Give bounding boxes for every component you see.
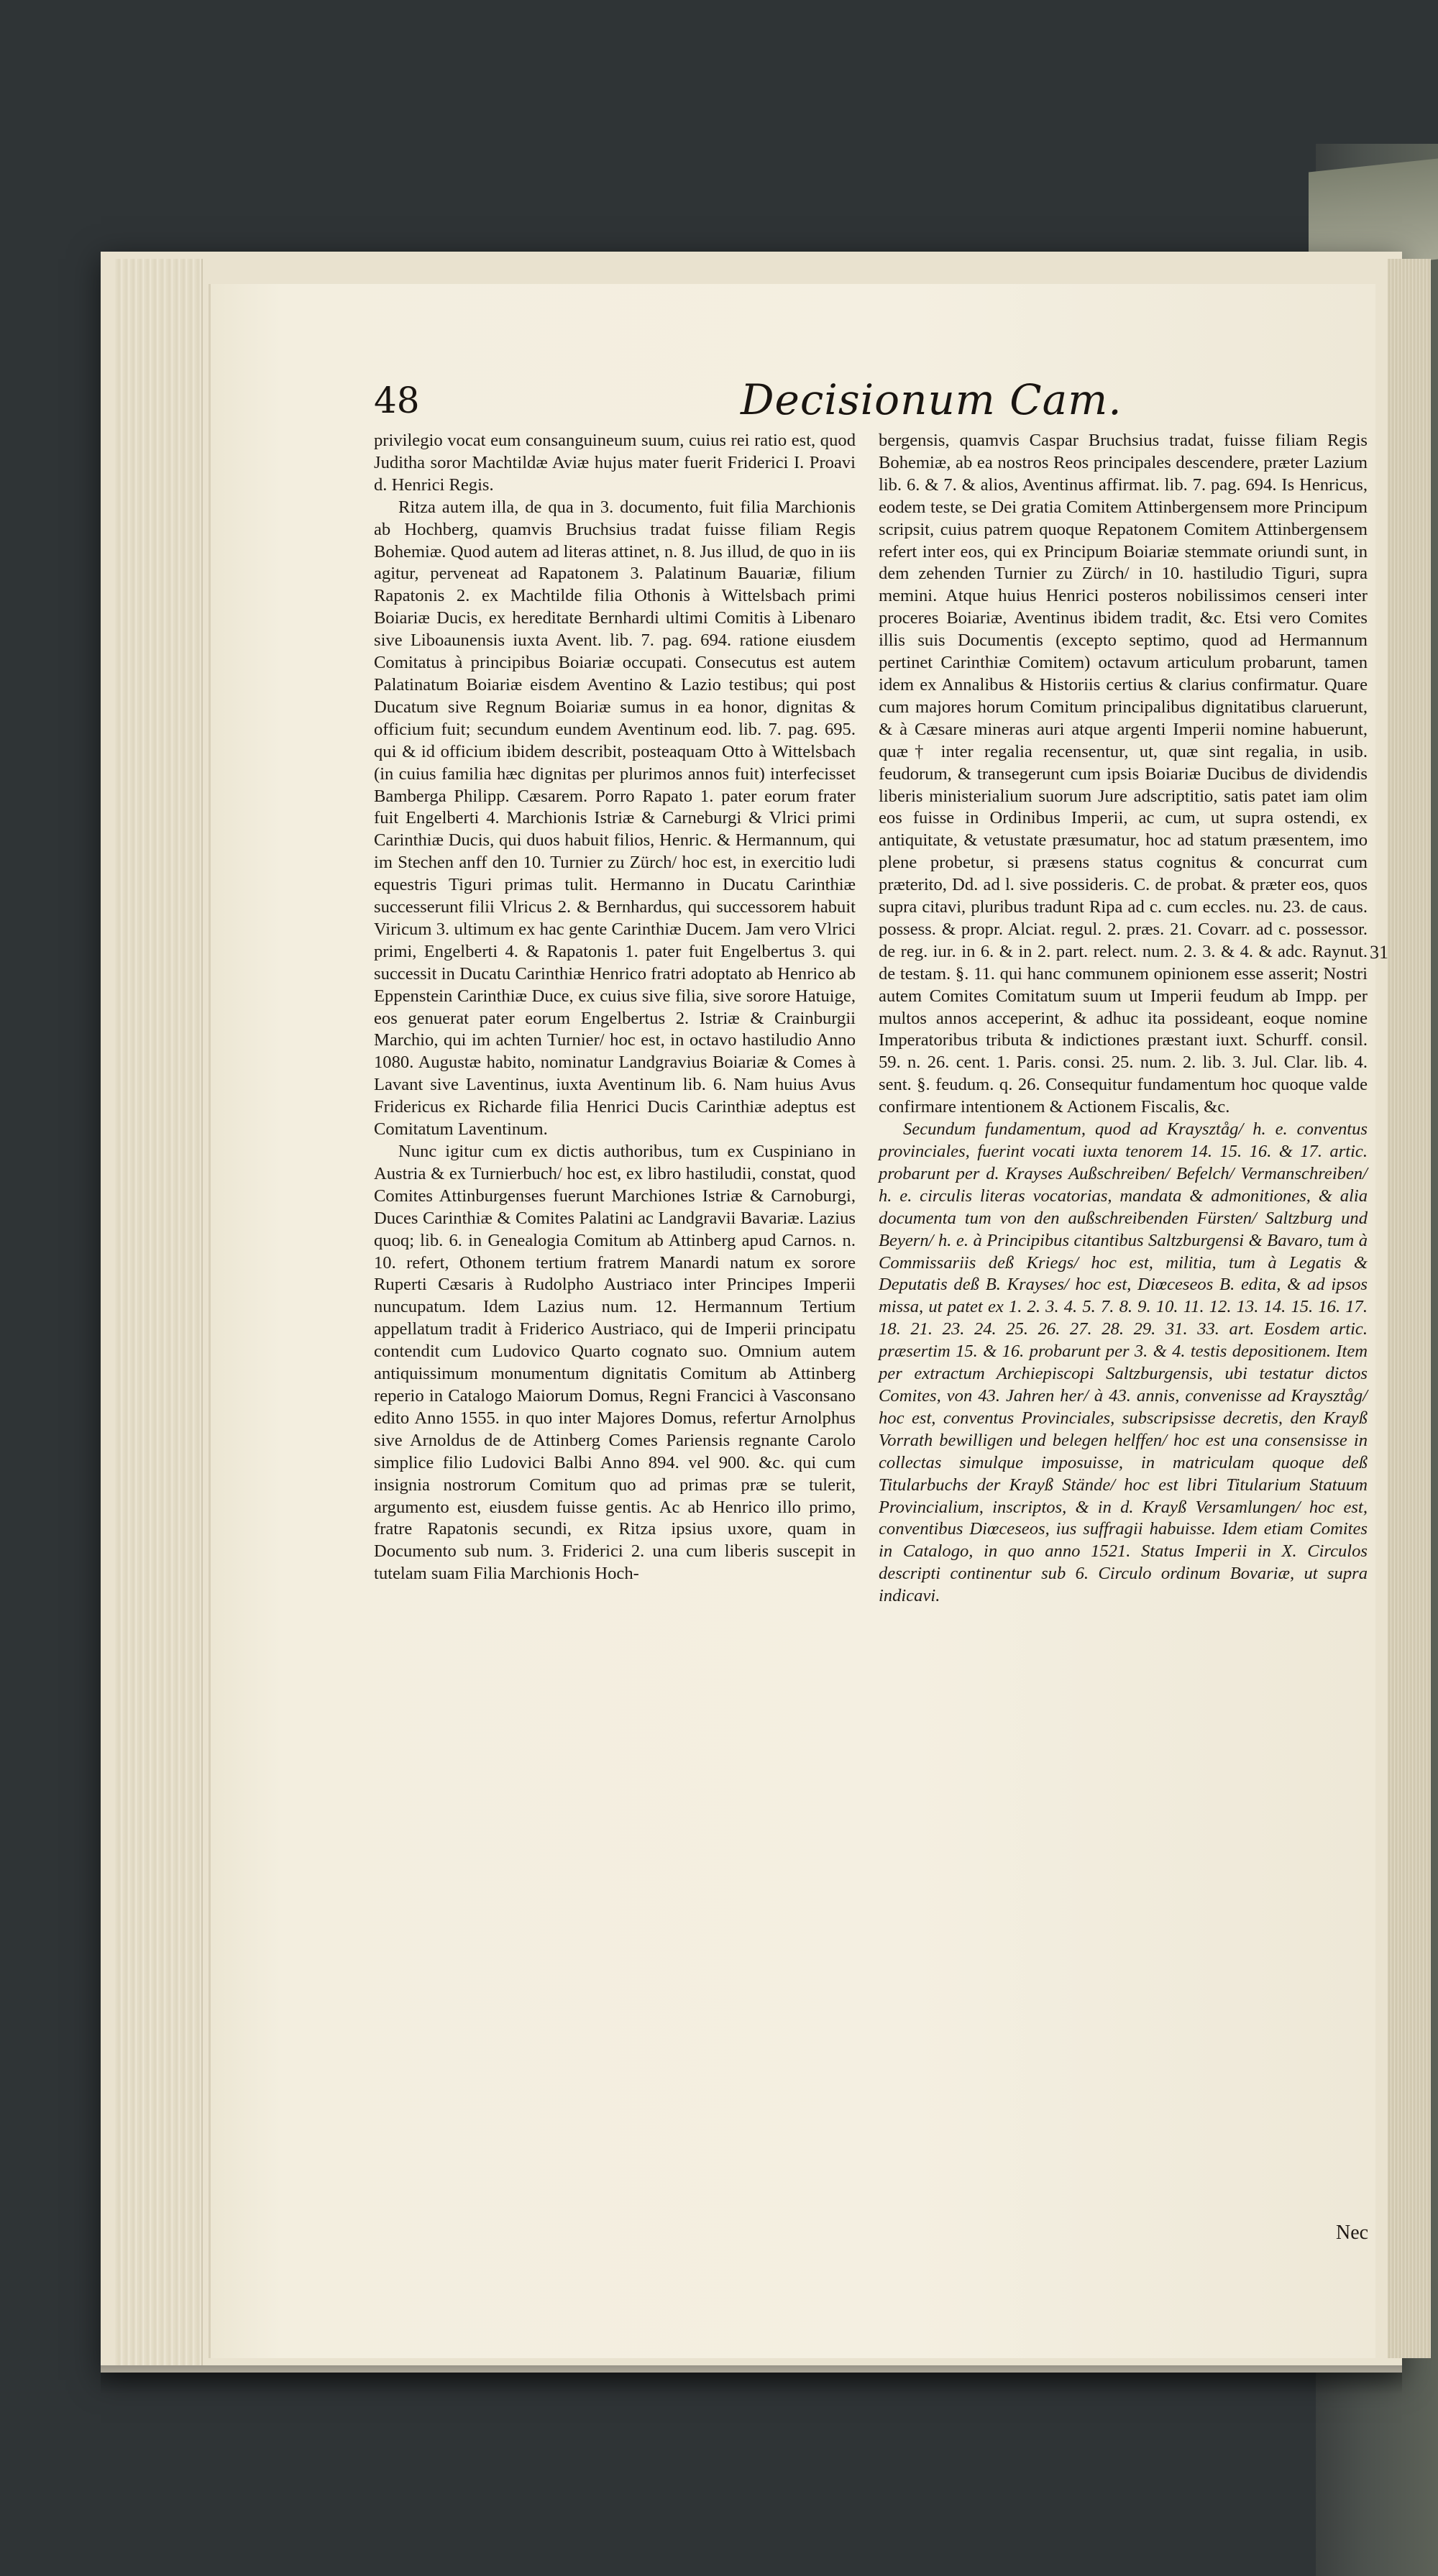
right-column (879, 430, 1368, 1608)
page-fore-edge (1388, 259, 1431, 2358)
paragraph: Ritza autem illa, de qua in 3. documento, fuit filia Marchionis ab Hochberg, quamvis Bruchsius tradat fuisse filiam Regis Bohemiæ. Quod autem ad literas attinet, n. 8. Jus illud, de quo in iis agitur, perveneat ad Rapatonem 3. Palatinum Bauariæ, filium Rapatonis 2. ex Machtilde filia Othonis à Wittelsbach primi Boiariæ Ducis, ex hereditate Bernhardi ultimi Comitis à Libenaro sive Liboaunensis iuxta Avent. lib. 7. pag. 694. ratione eiusdem Comitatus à principibus Boiariæ occupati. Consecutus est autem Palatinatum Boiariæ eisdem Aventino & Lazio testibus; qui post Ducatum sive Regnum Boiariæ sumus in ea honor, dignitas & officium fuit; secundum eundem Aventinum eod. lib. 7. pag. 695. qui & id officium ibidem describit, posteaquam Otto à Wittelsbach (in cuius familia hæc dignitas per plurimos annos fuit) interfecisset Bamberga Philipp. Cæsarem. Porro Rapato 1. pater eorum frater fuit Engelberti 4. Marchionis Istriæ & Carneburgi & Vlrici primi Carinthiæ Ducis, qui duos habuit filios, Henric. & Hermannum, qui im Stechen anff den 10. Turnier zu Zürch/ hoc est, in exercitio ludi equestris Tiguri primas tulit. Hermanno in Ducatu Carinthiæ successerunt filii Vlricus 2. & Bernhardus, qui successorem habuit Viricum 3. ultimum ex hac gente Carinthiæ Ducem. Jam vero Vlrici primi, Engelberti 4. & Rapatonis 1. pater fuit Engelbertus 3. qui successit in Ducatu Carinthiæ Henrico fratri adoptato ab Henrico ab Eppenstein Carinthiæ Duce, ex cuius sive filia, sive sorore Hatuige, eos genuerat pater eorum Engelbertus 2. Istriæ & Crainburgii Marchio, qui im achten Turnier/ hoc est, in octavo hastiludio Anno 1080. Augustæ habito, nominatur Landgravius Boiariæ & Comes à Lavant sive Laventinus, iuxta Aventinum lib. 6. Nam huius Avus Fridericus ex Richarde filia Henrici Ducis Carinthiæ adeptus est Comitatum Laventinum. (374, 497, 856, 1140)
page-header (374, 375, 1165, 430)
page-stack-edge (115, 259, 203, 2365)
left-column (374, 430, 856, 1585)
paragraph: Secundum fundamentum, quod ad Kraysztåg/ h. e. conventus provinciales, fuerint vocati iuxta tenorem 14. 15. 16. & 17. artic. probarunt per d. Krayses Außschreiben/ Befelch/ Vermanschreiben/ h. e. circulis literas vocatorias, mandata & admonitiones, & alia documenta tum von den außschreibenden Fürsten/ Saltzburg und Beyern/ h. e. à Principibus citantibus Saltzburgensi & Bavaro, tum à Commissariis deß Kriegs/ hoc est, militia, tum à Legatis & Deputatis deß B. Krayses/ hoc est, Diœceseos B. edita, & ad ipsos missa, ut patet ex 1. 2. 3. 4. 5. 7. 8. 9. 10. 11. 12. 13. 14. 15. 16. 17. 18. 21. 23. 24. 25. 26. 27. 28. 29. 31. 33. art. Eosdem artic. præsertim 15. & 16. probarunt per 3. & 4. testis depositionem. Item per extractum Archiepiscopi Saltzburgensis, ubi testatur dictos Comites, von 43. Jahren her/ à 43. annis, convenisse ad Kraysztåg/ hoc est, conventus Provinciales, subscripsisse decretis, den Krayß Vorrath bewilligen und belegen helffen/ hoc est una consensisse in collectas simulque imposuisse, in matriculam quoque deß Titularbuchs der Krayß Stände/ hoc est libri Titularium Statuum Provincialium, inscriptos, & in d. Krayß Versamlungen/ hoc est, conventibus Diœceseos, ius suffragii habuisse. Idem etiam Comites in Catalogo, in quo anno 1521. Status Imperii in X. Circulos descripti continentur sub 6. Circulo ordinum Bovariæ, ut supra indicavi. (879, 1119, 1368, 1606)
paragraph: Nunc igitur cum ex dictis authoribus, tum ex Cuspiniano in Austria & ex Turnierbuch/ hoc est, ex libro hastiludii, constat, quod Comites Attinburgenses fuerunt Marchiones Istriæ & Carnoburgi, Duces Carinthiæ & Comites Palatini ac Landgravii Bavariæ. Lazius quoq; lib. 6. in Genealogia Comitum ab Attinberg apud Carnos. n. 10. refert, Othonem tertium fratrem Manardi natum ex sorore Ruperti Cæsaris à Rudolpho Austriaco inter Principes Imperii nuncupatum. Idem Lazius num. 12. Hermannum Tertium appellatum tradit à Friderico Austriaco, qui de Imperii principatu contendit cum Ludovico Quarto cognato suo. Omnium autem antiquissimum monumentum dignitatis Comitum ab Attinberg reperio in Catalogo Maiorum Domus, Regni Francici à Vasconsano edito Anno 1555. in quo inter Majores Domus, refertur Arnolphus sive Arnoldus de de Attinberg Comes Pariensis regnante Carolo simplice filio Ludovici Balbi Anno 894. vel 900. &c. qui cum insignia nostrorum Comitum quo ad primas præ se tulerit, argumento est, eiusdem fuisse gentis. Ac ab Henrico illo primo, fratre Rapatonis secundi, ex Ritza ipsius uxore, quam in Documento sub num. 3. Friderici 2. una cum liberis suscepit in tutelam suam Filia Marchionis Hoch- (374, 1142, 856, 1584)
paragraph: privilegio vocat eum consanguineum suum, cuius rei ratio est, quod Juditha soror Machtildæ Aviæ hujus mater fuerit Friderici I. Proavi d. Henrici Regis. (374, 431, 856, 495)
margin-note-number: 31 (1370, 942, 1388, 963)
page-shadow (101, 2365, 1402, 2394)
catchword: Nec (1336, 2222, 1369, 2244)
running-head: Decisionum Cam. (741, 375, 1122, 424)
page-number: 48 (374, 380, 420, 421)
paragraph: bergensis, quamvis Caspar Bruchsius tradat, fuisse filiam Regis Bohemiæ, ab ea nostros Reos principales descendere, præter Lazium lib. 6. & 7. & alios, Aventinus affirmat. lib. 7. pag. 694. Is Henricus, eodem teste, se Dei gratia Comitem Attinbergensem more Principum scripsit, cuius patrem quoque Repatonem Comitem Attinbergensem refert inter eos, qui ex Principum Boiariæ stemmate oriundi sunt, in dem zehenden Turnier zu Zürch/ in 10. hastiludio Tiguri, supra memini. Atque huius Henrici posteros nobilissimos censeri inter proceres Boiariæ, Aventinus ibidem tradit, &c. Etsi vero Comites illis suis Documentis (excepto septimo, quod ad Hermannum pertinet Carinthiæ Comitem) octavum articulum probarunt, tamen idem ex Annalibus & Historiis certius & clarius confirmatur. Quare cum majores horum Comitum principalibus dignitatibus claruerunt, & à Cæsare mineras auri atque argenti Imperii nomine habuerunt, quæ† inter regalia recensentur, ut, quæ sint regalia, in usib. feudorum, & transegerunt cum ipsis Boiariæ Ducibus de dividendis liberis ministerialium suorum Jure adscriptitio, satis patet iam olim eos fuisse in Ordinibus Imperii, ac cum, ut supra ostendi, ex antiquitate, & vetustate præsumatur, hoc ad statum præsentem, imo plene probetur, si præsens status cognitus & concurrat cum præterito, Dd. ad l. sive possideris. C. de probat. & præter eos, quos supra citavi, pluribus tradunt Ripa ad c. cum eccles. nu. 23. de caus. possess. & propr. Alciat. regul. 2. præs. 21. Covarr. ad c. possessor. de reg. iur. in 6. & in 2. part. relect. num. 2. 3. & 4. & adc. Raynut. de testam. §. 11. qui hanc communem opinionem esse asserit; Nostri autem Comites Comitatum suum ut Imperii feudum ab Impp. per multos annos acceperint, & adhuc ita possideant, eoque nomine Imperatoribus tributa & indictiones præstant iuxt. Schurff. consil. 59. n. 26. cent. 1. Paris. consi. 25. num. 2. lib. 3. Jul. Clar. lib. 4. sent. §. feudum. q. 26. Consequitur fundamentum hoc quoque valde confirmare intentionem & Actionem Fiscalis, &c. (879, 431, 1368, 1117)
